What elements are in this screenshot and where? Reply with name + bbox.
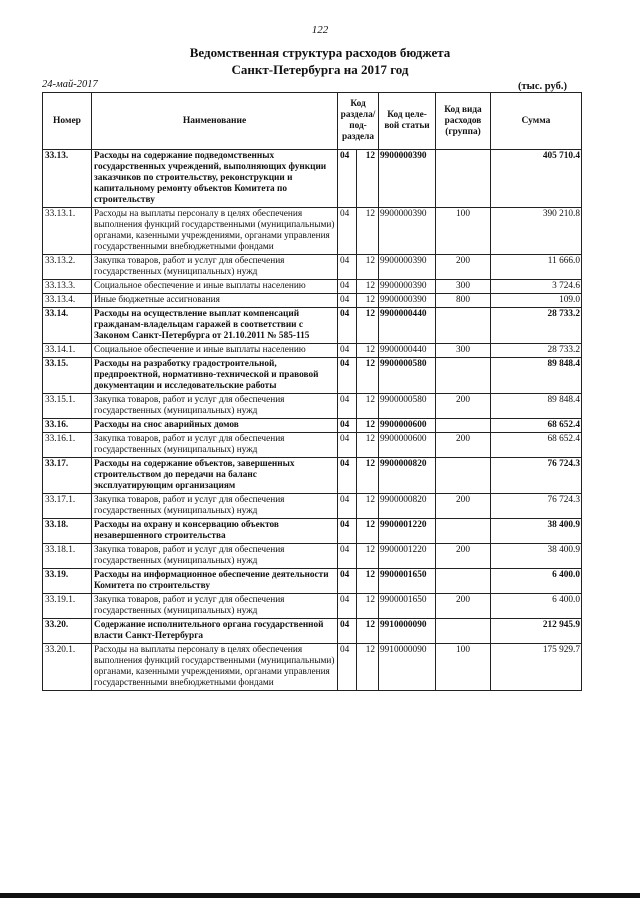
document-title (0, 44, 640, 78)
row-number: 33.16.1. (43, 433, 92, 458)
row-amount: 6 400.0 (491, 569, 582, 594)
row-article-code: 9900001650 (379, 594, 436, 619)
row-subsection-code: 12 (357, 544, 379, 569)
row-subsection-code: 12 (357, 458, 379, 494)
row-article-code: 9900000580 (379, 358, 436, 394)
row-amount: 28 733.2 (491, 308, 582, 344)
row-article-code: 9900000390 (379, 255, 436, 280)
row-article-code: 9900001650 (379, 569, 436, 594)
row-name: Расходы на осуществление выплат компенсаций гражданам-владельцам гаражей в соответствии с Законом Санкт-Петербурга от 21.10.2011 № 585-115 (92, 308, 338, 344)
row-name: Социальное обеспечение и иные выплаты населению (92, 280, 338, 294)
units-label: (тыс. руб.) (518, 81, 567, 92)
row-subsection-code: 12 (357, 358, 379, 394)
row-section-code: 04 (338, 394, 357, 419)
row-number: 33.13. (43, 150, 92, 208)
header-article: Код целе- вой статьи (379, 93, 436, 150)
row-number: 33.20. (43, 619, 92, 644)
row-amount: 212 945.9 (491, 619, 582, 644)
row-article-code: 9900000600 (379, 419, 436, 433)
row-article-code: 9900001220 (379, 544, 436, 569)
row-article-code: 9900000820 (379, 458, 436, 494)
row-section-code: 04 (338, 419, 357, 433)
row-section-code: 04 (338, 594, 357, 619)
header-section: Код раздела/ под- раздела (338, 93, 379, 150)
row-name: Социальное обеспечение и иные выплаты населению (92, 344, 338, 358)
row-name: Закупка товаров, работ и услуг для обеспечения государственных (муниципальных) нужд (92, 544, 338, 569)
row-amount: 89 848.4 (491, 358, 582, 394)
row-amount: 89 848.4 (491, 394, 582, 419)
row-subsection-code: 12 (357, 644, 379, 691)
row-number: 33.19.1. (43, 594, 92, 619)
row-expense-kind (436, 308, 491, 344)
row-article-code: 9910000090 (379, 644, 436, 691)
row-name: Закупка товаров, работ и услуг для обеспечения государственных (муниципальных) нужд (92, 394, 338, 419)
table-row (43, 358, 582, 394)
row-section-code: 04 (338, 494, 357, 519)
row-number: 33.15.1. (43, 394, 92, 419)
row-number: 33.15. (43, 358, 92, 394)
row-amount: 390 210.8 (491, 208, 582, 255)
row-expense-kind: 200 (436, 544, 491, 569)
header-name: Наименование (92, 93, 338, 150)
table-row (43, 394, 582, 419)
row-expense-kind: 200 (436, 433, 491, 458)
table-row (43, 255, 582, 280)
row-name: Расходы на снос аварийных домов (92, 419, 338, 433)
header-number: Номер (43, 93, 92, 150)
row-number: 33.20.1. (43, 644, 92, 691)
table-row (43, 519, 582, 544)
row-section-code: 04 (338, 255, 357, 280)
row-expense-kind: 200 (436, 494, 491, 519)
row-expense-kind (436, 150, 491, 208)
row-amount: 6 400.0 (491, 594, 582, 619)
row-section-code: 04 (338, 433, 357, 458)
row-subsection-code: 12 (357, 394, 379, 419)
row-section-code: 04 (338, 519, 357, 544)
table-row (43, 344, 582, 358)
row-article-code: 9900000440 (379, 308, 436, 344)
page-number: 122 (311, 24, 329, 36)
table-row (43, 569, 582, 594)
row-subsection-code: 12 (357, 594, 379, 619)
budget-table (42, 92, 582, 691)
row-section-code: 04 (338, 458, 357, 494)
table-row (43, 433, 582, 458)
row-article-code: 9900001220 (379, 519, 436, 544)
row-subsection-code: 12 (357, 294, 379, 308)
row-expense-kind: 100 (436, 208, 491, 255)
row-subsection-code: 12 (357, 344, 379, 358)
row-subsection-code: 12 (357, 519, 379, 544)
row-section-code: 04 (338, 150, 357, 208)
row-amount: 405 710.4 (491, 150, 582, 208)
row-expense-kind: 200 (436, 594, 491, 619)
table-row (43, 150, 582, 208)
row-number: 33.13.3. (43, 280, 92, 294)
row-number: 33.13.4. (43, 294, 92, 308)
row-expense-kind (436, 458, 491, 494)
row-section-code: 04 (338, 308, 357, 344)
row-name: Расходы на охрану и консервацию объектов незавершенного строительства (92, 519, 338, 544)
row-name: Расходы на выплаты персоналу в целях обеспечения выполнения функций государственными (муниципальными) органами, казенными учреждениями, органами управления государственными внебюджетными фондами (92, 208, 338, 255)
row-subsection-code: 12 (357, 419, 379, 433)
title-line-2: Санкт-Петербурга на 2017 год (231, 62, 409, 77)
row-number: 33.14.1. (43, 344, 92, 358)
row-number: 33.18.1. (43, 544, 92, 569)
table-header-row (43, 93, 582, 150)
row-name: Расходы на информационное обеспечение деятельности Комитета по строительству (92, 569, 338, 594)
row-name: Закупка товаров, работ и услуг для обеспечения государственных (муниципальных) нужд (92, 255, 338, 280)
row-section-code: 04 (338, 569, 357, 594)
row-expense-kind (436, 569, 491, 594)
row-expense-kind: 200 (436, 394, 491, 419)
table-body (43, 150, 582, 691)
row-expense-kind (436, 419, 491, 433)
title-line-1: Ведомственная структура расходов бюджета (189, 45, 451, 60)
row-expense-kind (436, 519, 491, 544)
row-subsection-code: 12 (357, 255, 379, 280)
row-article-code: 9900000600 (379, 433, 436, 458)
header-kind: Код вида расходов (группа) (436, 93, 491, 150)
row-article-code: 9900000580 (379, 394, 436, 419)
row-amount: 109.0 (491, 294, 582, 308)
row-number: 33.13.2. (43, 255, 92, 280)
row-number: 33.16. (43, 419, 92, 433)
row-article-code: 9910000090 (379, 619, 436, 644)
row-article-code: 9900000440 (379, 344, 436, 358)
row-expense-kind: 300 (436, 344, 491, 358)
row-amount: 175 929.7 (491, 644, 582, 691)
row-section-code: 04 (338, 208, 357, 255)
row-name: Закупка товаров, работ и услуг для обеспечения государственных (муниципальных) нужд (92, 494, 338, 519)
document-date: 24-май-2017 (42, 79, 98, 90)
table-row (43, 494, 582, 519)
row-number: 33.17.1. (43, 494, 92, 519)
row-name: Расходы на разработку градостроительной, предпроектной, нормативно-технической и правовой документации и исследовательские работы (92, 358, 338, 394)
row-name: Иные бюджетные ассигнования (92, 294, 338, 308)
row-amount: 3 724.6 (491, 280, 582, 294)
row-section-code: 04 (338, 644, 357, 691)
row-number: 33.18. (43, 519, 92, 544)
row-amount: 76 724.3 (491, 458, 582, 494)
row-amount: 38 400.9 (491, 519, 582, 544)
row-amount: 11 666.0 (491, 255, 582, 280)
table-row (43, 644, 582, 691)
row-article-code: 9900000390 (379, 280, 436, 294)
row-section-code: 04 (338, 358, 357, 394)
row-expense-kind (436, 619, 491, 644)
table-row (43, 594, 582, 619)
row-article-code: 9900000390 (379, 150, 436, 208)
row-expense-kind: 800 (436, 294, 491, 308)
table-row (43, 619, 582, 644)
row-subsection-code: 12 (357, 569, 379, 594)
row-number: 33.19. (43, 569, 92, 594)
row-section-code: 04 (338, 280, 357, 294)
row-subsection-code: 12 (357, 150, 379, 208)
row-number: 33.13.1. (43, 208, 92, 255)
row-section-code: 04 (338, 619, 357, 644)
row-number: 33.17. (43, 458, 92, 494)
table-row (43, 208, 582, 255)
row-article-code: 9900000390 (379, 294, 436, 308)
row-subsection-code: 12 (357, 433, 379, 458)
row-name: Содержание исполнительного органа государственной власти Санкт-Петербурга (92, 619, 338, 644)
row-section-code: 04 (338, 294, 357, 308)
row-name: Закупка товаров, работ и услуг для обеспечения государственных (муниципальных) нужд (92, 433, 338, 458)
row-article-code: 9900000820 (379, 494, 436, 519)
scan-edge-bar (0, 893, 640, 898)
row-name: Закупка товаров, работ и услуг для обеспечения государственных (муниципальных) нужд (92, 594, 338, 619)
table-row (43, 544, 582, 569)
row-expense-kind: 200 (436, 255, 491, 280)
table-row (43, 308, 582, 344)
row-name: Расходы на содержание объектов, завершенных строительством до передачи на баланс эксплуатирующим организациям (92, 458, 338, 494)
row-amount: 38 400.9 (491, 544, 582, 569)
row-number: 33.14. (43, 308, 92, 344)
table-row (43, 458, 582, 494)
row-amount: 28 733.2 (491, 344, 582, 358)
row-expense-kind (436, 358, 491, 394)
table-row (43, 419, 582, 433)
row-amount: 76 724.3 (491, 494, 582, 519)
header-amount: Сумма (491, 93, 582, 150)
row-expense-kind: 100 (436, 644, 491, 691)
row-expense-kind: 300 (436, 280, 491, 294)
row-name: Расходы на содержание подведомственных государственных учреждений, выполняющих функции заказчиков по строительству, реконструкции и капитальному ремонту объектов Комитета по строительству (92, 150, 338, 208)
row-article-code: 9900000390 (379, 208, 436, 255)
row-section-code: 04 (338, 344, 357, 358)
row-subsection-code: 12 (357, 619, 379, 644)
row-amount: 68 652.4 (491, 419, 582, 433)
row-subsection-code: 12 (357, 308, 379, 344)
row-subsection-code: 12 (357, 208, 379, 255)
row-subsection-code: 12 (357, 280, 379, 294)
row-amount: 68 652.4 (491, 433, 582, 458)
row-name: Расходы на выплаты персоналу в целях обеспечения выполнения функций государственными (муниципальными) органами, казенными учреждениями, органами управления государственными внебюджетными фондами (92, 644, 338, 691)
table-row (43, 280, 582, 294)
row-section-code: 04 (338, 544, 357, 569)
table-row (43, 294, 582, 308)
row-subsection-code: 12 (357, 494, 379, 519)
